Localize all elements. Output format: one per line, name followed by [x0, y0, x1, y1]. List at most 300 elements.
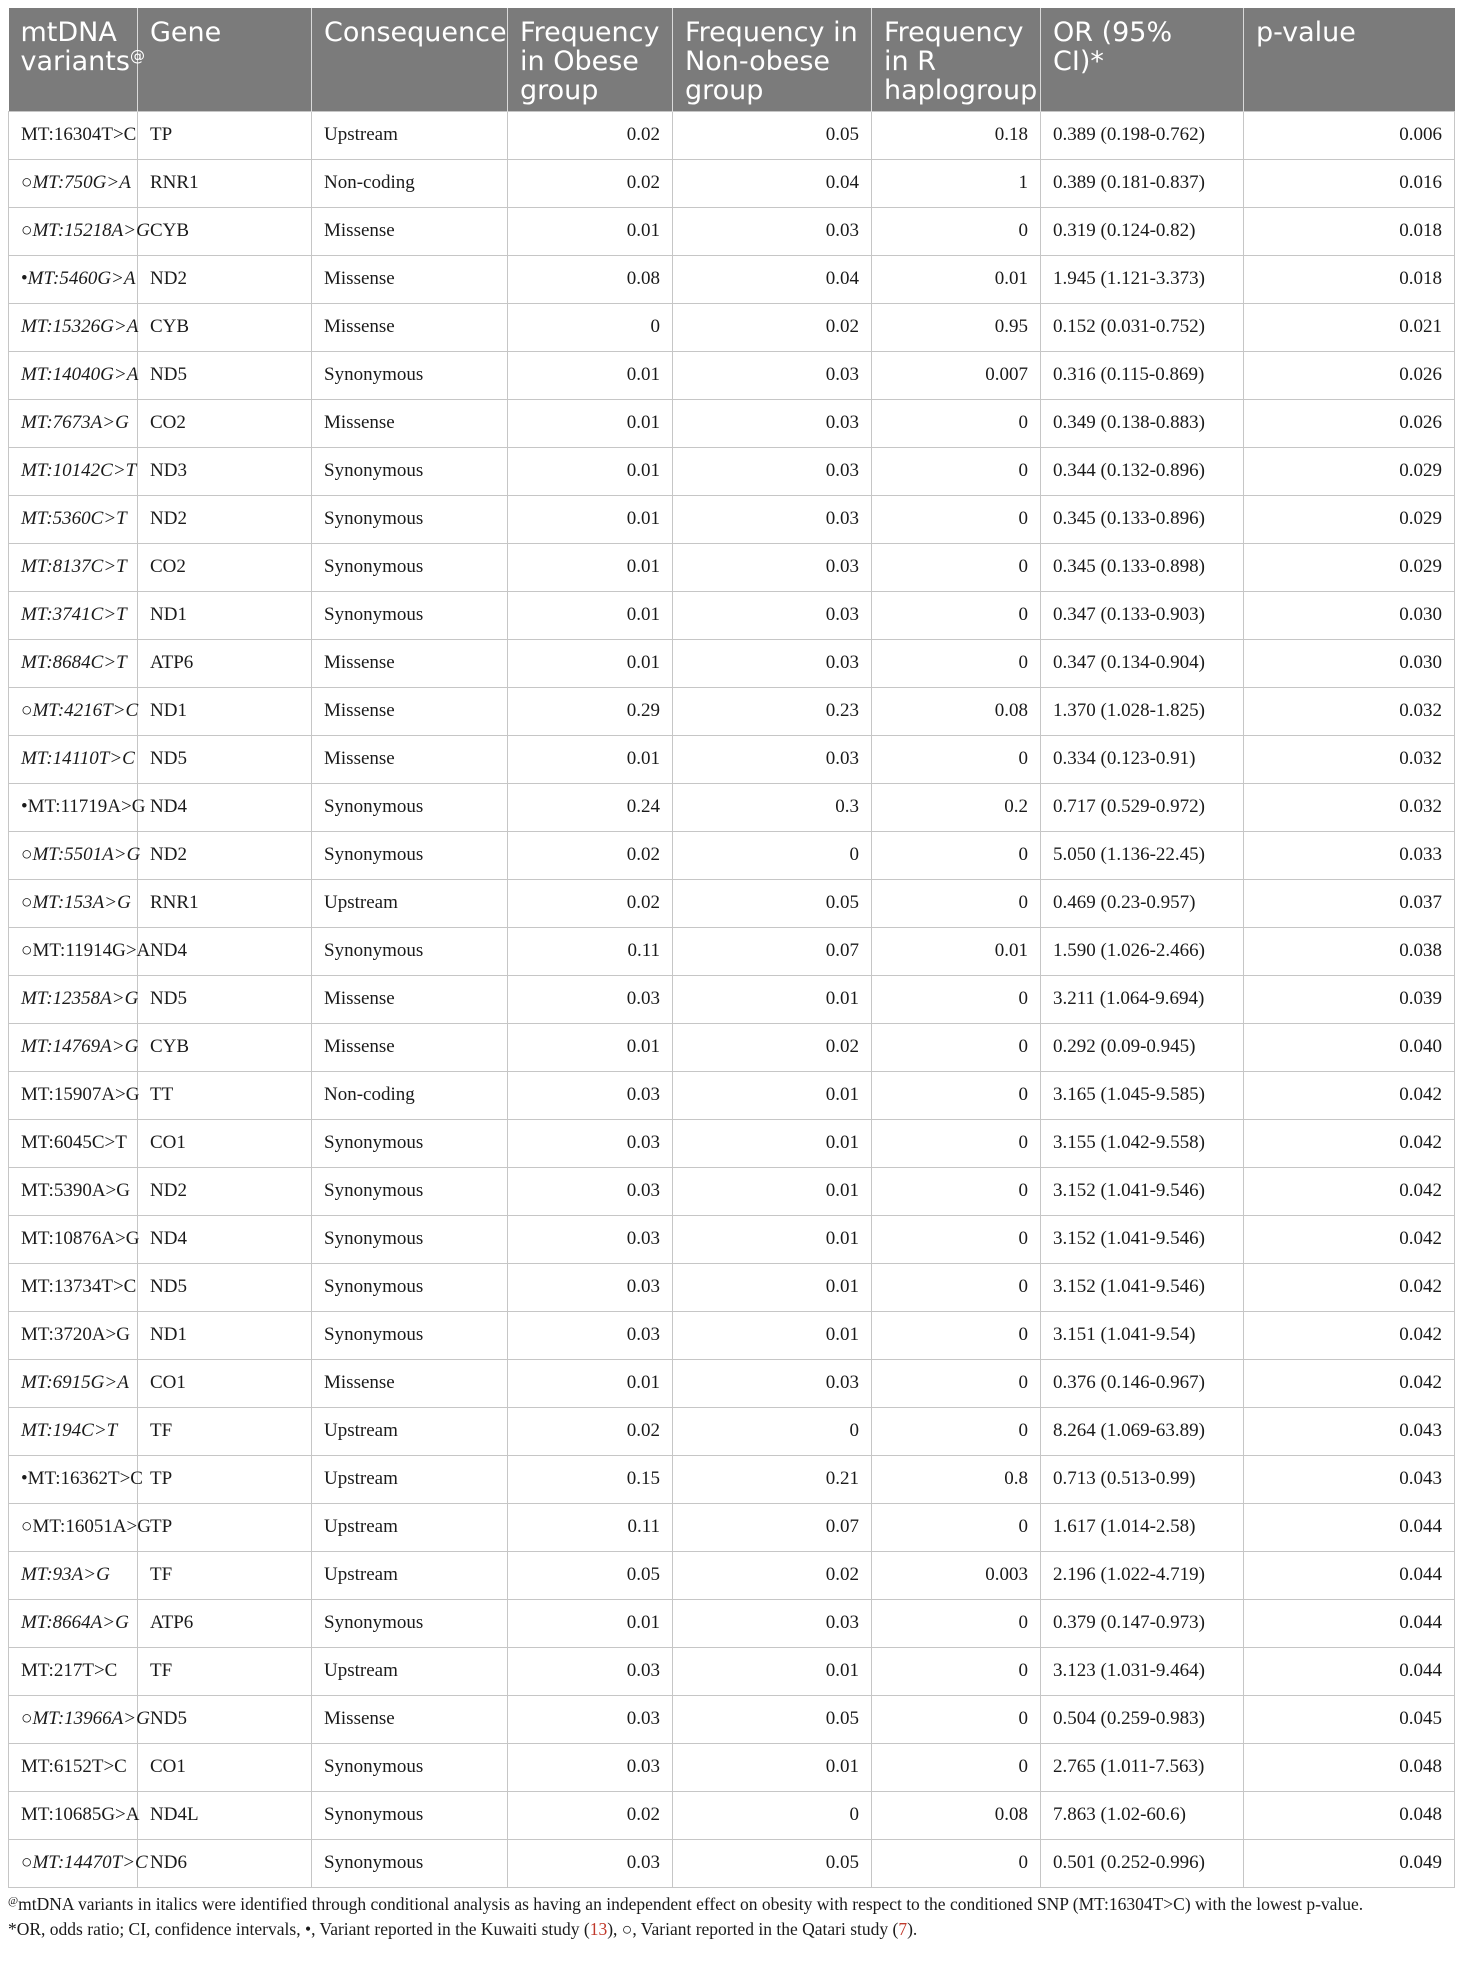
gene-cell: ND5	[138, 1263, 312, 1311]
pvalue-cell: 0.042	[1244, 1071, 1455, 1119]
consequence-cell: Synonymous	[312, 543, 508, 591]
table-row	[9, 1743, 1455, 1791]
variant-cell	[9, 1071, 138, 1119]
variant-cell	[9, 1647, 138, 1695]
freq-obese-cell: 0.24	[508, 783, 673, 831]
table-row	[9, 111, 1455, 159]
table-row	[9, 543, 1455, 591]
table-row	[9, 1551, 1455, 1599]
table-row	[9, 927, 1455, 975]
or-ci-cell: 0.292 (0.09-0.945)	[1041, 1023, 1244, 1071]
variant-name: MT:8684C>T	[21, 652, 127, 673]
variant-name: MT:217T>C	[21, 1660, 118, 1681]
pvalue-cell: 0.037	[1244, 879, 1455, 927]
gene-cell: RNR1	[138, 879, 312, 927]
consequence-cell: Synonymous	[312, 1311, 508, 1359]
gene-cell: TF	[138, 1551, 312, 1599]
pvalue-cell: 0.045	[1244, 1695, 1455, 1743]
table-body	[9, 111, 1455, 1887]
variant-name: MT:10876A>G	[21, 1228, 140, 1249]
freq-r-cell: 0	[872, 1695, 1041, 1743]
variant-cell	[9, 1215, 138, 1263]
freq-obese-cell: 0.03	[508, 1839, 673, 1887]
freq-nonobese-cell: 0.01	[673, 975, 872, 1023]
variant-name: MT:3720A>G	[21, 1324, 130, 1345]
consequence-cell: Synonymous	[312, 447, 508, 495]
pvalue-cell: 0.029	[1244, 543, 1455, 591]
table-row	[9, 1791, 1455, 1839]
pvalue-cell: 0.042	[1244, 1119, 1455, 1167]
consequence-cell: Synonymous	[312, 351, 508, 399]
table-row	[9, 495, 1455, 543]
freq-nonobese-cell: 0	[673, 831, 872, 879]
variant-cell	[9, 975, 138, 1023]
consequence-cell: Missense	[312, 399, 508, 447]
variant-name: MT:3741C>T	[21, 604, 127, 625]
consequence-cell: Synonymous	[312, 1743, 508, 1791]
freq-nonobese-cell: 0.01	[673, 1071, 872, 1119]
variant-name: MT:14110T>C	[21, 748, 135, 769]
variant-name: MT:16051A>G	[32, 1516, 151, 1537]
gene-cell: ND5	[138, 1695, 312, 1743]
freq-nonobese-cell: 0.21	[673, 1455, 872, 1503]
freq-obese-cell: 0.02	[508, 1791, 673, 1839]
freq-r-cell: 0	[872, 639, 1041, 687]
freq-obese-cell: 0.01	[508, 543, 673, 591]
variant-cell	[9, 255, 138, 303]
variant-cell	[9, 1743, 138, 1791]
variant-cell	[9, 639, 138, 687]
variant-cell	[9, 927, 151, 975]
table-row	[9, 399, 1455, 447]
pvalue-cell: 0.021	[1244, 303, 1455, 351]
pvalue-cell: 0.029	[1244, 447, 1455, 495]
freq-r-cell: 0	[872, 879, 1041, 927]
gene-cell: ATP6	[138, 1599, 312, 1647]
variant-name: MT:14040G>A	[21, 364, 139, 385]
table-row	[9, 1215, 1455, 1263]
variant-name: MT:16362T>C	[27, 1468, 143, 1489]
variant-cell	[9, 399, 138, 447]
gene-cell: CYB	[138, 1023, 312, 1071]
or-ci-cell: 0.376 (0.146-0.967)	[1041, 1359, 1244, 1407]
variant-name: MT:10685G>A	[21, 1804, 140, 1825]
qatari-study-marker: ○	[21, 844, 33, 865]
pvalue-cell: 0.049	[1244, 1839, 1455, 1887]
mtdna-variants-table	[8, 8, 1455, 1888]
variant-cell	[9, 1551, 138, 1599]
freq-r-cell: 0.95	[872, 303, 1041, 351]
or-ci-cell: 0.316 (0.115-0.869)	[1041, 351, 1244, 399]
variant-name: MT:5390A>G	[21, 1180, 130, 1201]
freq-nonobese-cell: 0	[673, 1407, 872, 1455]
pvalue-cell: 0.044	[1244, 1647, 1455, 1695]
consequence-cell: Upstream	[312, 1647, 508, 1695]
table-container	[8, 8, 1454, 1942]
consequence-cell: Missense	[312, 303, 508, 351]
variant-name: MT:6152T>C	[21, 1756, 127, 1777]
freq-obese-cell: 0.03	[508, 1071, 673, 1119]
consequence-cell: Synonymous	[312, 1215, 508, 1263]
freq-r-cell: 0.003	[872, 1551, 1041, 1599]
freq-obese-cell: 0.01	[508, 351, 673, 399]
freq-r-cell: 0	[872, 975, 1041, 1023]
pvalue-cell: 0.026	[1244, 351, 1455, 399]
reference-link-7[interactable]: 7	[898, 1918, 908, 1939]
table-row	[9, 879, 1455, 927]
variant-cell	[9, 735, 138, 783]
freq-r-cell: 0	[872, 1503, 1041, 1551]
freq-obese-cell: 0.01	[508, 1599, 673, 1647]
freq-obese-cell: 0.01	[508, 1023, 673, 1071]
table-row	[9, 1503, 1455, 1551]
table-row	[9, 255, 1455, 303]
variant-cell	[9, 1311, 138, 1359]
variant-cell	[9, 879, 138, 927]
variant-cell	[9, 1023, 138, 1071]
kuwaiti-study-marker: •	[21, 268, 28, 289]
gene-cell: ND1	[138, 1311, 312, 1359]
freq-obese-cell: 0.15	[508, 1455, 673, 1503]
table-row	[9, 687, 1455, 735]
table-row	[9, 1119, 1455, 1167]
or-ci-cell: 0.345 (0.133-0.896)	[1041, 495, 1244, 543]
variant-name: MT:93A>G	[21, 1564, 110, 1585]
variant-name: MT:14470T>C	[32, 1852, 148, 1873]
freq-nonobese-cell: 0.04	[673, 255, 872, 303]
freq-nonobese-cell: 0.03	[673, 639, 872, 687]
variant-name: MT:153A>G	[32, 892, 131, 913]
freq-r-cell: 0	[872, 1647, 1041, 1695]
variant-cell	[9, 111, 138, 159]
freq-r-cell: 0	[872, 207, 1041, 255]
or-ci-cell: 0.344 (0.132-0.896)	[1041, 447, 1244, 495]
or-ci-cell: 0.501 (0.252-0.996)	[1041, 1839, 1244, 1887]
freq-nonobese-cell: 0.02	[673, 1023, 872, 1071]
table-row	[9, 1359, 1455, 1407]
qatari-study-marker: ○	[21, 172, 33, 193]
variant-name: MT:15907A>G	[21, 1084, 140, 1105]
gene-cell: ND2	[138, 831, 312, 879]
pvalue-cell: 0.040	[1244, 1023, 1455, 1071]
header-freq-obese: Frequency in Obese group	[508, 8, 673, 111]
qatari-study-marker: ○	[21, 700, 33, 721]
freq-obese-cell: 0.02	[508, 111, 673, 159]
gene-cell: TF	[138, 1647, 312, 1695]
pvalue-cell: 0.042	[1244, 1263, 1455, 1311]
gene-cell: ND3	[138, 447, 312, 495]
freq-r-cell: 0	[872, 399, 1041, 447]
gene-cell: ND1	[138, 687, 312, 735]
consequence-cell: Missense	[312, 975, 508, 1023]
variant-cell	[9, 1119, 138, 1167]
consequence-cell: Upstream	[312, 1407, 508, 1455]
qatari-study-marker: ○	[21, 1708, 33, 1729]
variant-name: MT:16304T>C	[21, 124, 137, 145]
freq-nonobese-cell: 0.03	[673, 399, 872, 447]
header-freq-r: Frequency in R haplogroup	[872, 8, 1041, 111]
freq-r-cell: 0	[872, 1311, 1041, 1359]
freq-nonobese-cell: 0.03	[673, 591, 872, 639]
or-ci-cell: 1.945 (1.121-3.373)	[1041, 255, 1244, 303]
freq-nonobese-cell: 0.05	[673, 879, 872, 927]
freq-obese-cell: 0.01	[508, 591, 673, 639]
freq-obese-cell: 0.03	[508, 975, 673, 1023]
pvalue-cell: 0.042	[1244, 1167, 1455, 1215]
or-ci-cell: 3.123 (1.031-9.464)	[1041, 1647, 1244, 1695]
qatari-study-marker: ○	[21, 892, 33, 913]
gene-cell: CO1	[138, 1743, 312, 1791]
freq-obese-cell: 0.03	[508, 1119, 673, 1167]
header-consequence: Consequence	[312, 8, 508, 111]
reference-link-13[interactable]: 13	[589, 1918, 608, 1939]
freq-obese-cell: 0.02	[508, 159, 673, 207]
or-ci-cell: 0.504 (0.259-0.983)	[1041, 1695, 1244, 1743]
gene-cell: ND2	[138, 495, 312, 543]
freq-nonobese-cell: 0.03	[673, 207, 872, 255]
variant-name: MT:10142C>T	[21, 460, 137, 481]
freq-nonobese-cell: 0.05	[673, 111, 872, 159]
freq-obese-cell: 0.01	[508, 447, 673, 495]
or-ci-cell: 0.389 (0.198-0.762)	[1041, 111, 1244, 159]
gene-cell: CO1	[138, 1119, 312, 1167]
variant-name: MT:12358A>G	[21, 988, 139, 1009]
freq-nonobese-cell: 0.04	[673, 159, 872, 207]
variant-name: MT:7673A>G	[21, 412, 129, 433]
freq-obese-cell: 0.03	[508, 1311, 673, 1359]
pvalue-cell: 0.032	[1244, 783, 1455, 831]
variant-cell	[9, 1167, 138, 1215]
gene-cell: ND4	[138, 1215, 312, 1263]
pvalue-cell: 0.018	[1244, 255, 1455, 303]
freq-nonobese-cell: 0.01	[673, 1743, 872, 1791]
variant-name: MT:13966A>G	[32, 1708, 150, 1729]
or-ci-cell: 3.151 (1.041-9.54)	[1041, 1311, 1244, 1359]
freq-obese-cell: 0.01	[508, 735, 673, 783]
or-ci-cell: 0.334 (0.123-0.91)	[1041, 735, 1244, 783]
consequence-cell: Synonymous	[312, 1791, 508, 1839]
gene-cell: CO1	[138, 1359, 312, 1407]
freq-r-cell: 0	[872, 1839, 1041, 1887]
pvalue-cell: 0.032	[1244, 687, 1455, 735]
header-or-ci: OR (95% CI)*	[1041, 8, 1244, 111]
freq-r-cell: 0.08	[872, 1791, 1041, 1839]
freq-obese-cell: 0.05	[508, 1551, 673, 1599]
table-row	[9, 639, 1455, 687]
or-ci-cell: 1.590 (1.026-2.466)	[1041, 927, 1244, 975]
table-row	[9, 207, 1455, 255]
freq-nonobese-cell: 0	[673, 1791, 872, 1839]
consequence-cell: Missense	[312, 639, 508, 687]
table-row	[9, 1311, 1455, 1359]
variant-cell	[9, 543, 138, 591]
variant-cell	[9, 303, 138, 351]
freq-r-cell: 0	[872, 495, 1041, 543]
freq-obese-cell: 0.02	[508, 831, 673, 879]
freq-nonobese-cell: 0.23	[673, 687, 872, 735]
freq-r-cell: 0	[872, 1743, 1041, 1791]
variant-name: MT:13734T>C	[21, 1276, 137, 1297]
freq-r-cell: 0	[872, 447, 1041, 495]
consequence-cell: Missense	[312, 1023, 508, 1071]
qatari-study-marker: ○	[21, 220, 33, 241]
pvalue-cell: 0.033	[1244, 831, 1455, 879]
gene-cell: ND4L	[138, 1791, 312, 1839]
consequence-cell: Missense	[312, 1359, 508, 1407]
freq-r-cell: 1	[872, 159, 1041, 207]
gene-cell: ND4	[138, 927, 312, 975]
gene-cell: TT	[138, 1071, 312, 1119]
or-ci-cell: 0.717 (0.529-0.972)	[1041, 783, 1244, 831]
table-row	[9, 831, 1455, 879]
variant-name: MT:11719A>G	[27, 796, 146, 817]
freq-r-cell: 0.18	[872, 111, 1041, 159]
freq-nonobese-cell: 0.01	[673, 1167, 872, 1215]
freq-nonobese-cell: 0.02	[673, 303, 872, 351]
freq-nonobese-cell: 0.03	[673, 1599, 872, 1647]
kuwaiti-study-marker: •	[21, 796, 28, 817]
gene-cell: TP	[138, 1455, 312, 1503]
freq-nonobese-cell: 0.05	[673, 1695, 872, 1743]
freq-nonobese-cell: 0.01	[673, 1263, 872, 1311]
freq-obese-cell: 0.03	[508, 1167, 673, 1215]
variant-cell	[9, 207, 150, 255]
pvalue-cell: 0.026	[1244, 399, 1455, 447]
variant-cell	[9, 159, 138, 207]
freq-r-cell: 0	[872, 1119, 1041, 1167]
variant-cell	[9, 495, 138, 543]
freq-obese-cell: 0.01	[508, 639, 673, 687]
pvalue-cell: 0.032	[1244, 735, 1455, 783]
consequence-cell: Synonymous	[312, 831, 508, 879]
freq-obese-cell: 0.01	[508, 399, 673, 447]
or-ci-cell: 7.863 (1.02-60.6)	[1041, 1791, 1244, 1839]
variant-name: MT:5360C>T	[21, 508, 127, 529]
consequence-cell: Synonymous	[312, 927, 508, 975]
consequence-cell: Missense	[312, 255, 508, 303]
or-ci-cell: 3.155 (1.042-9.558)	[1041, 1119, 1244, 1167]
gene-cell: RNR1	[138, 159, 312, 207]
or-ci-cell: 1.617 (1.014-2.58)	[1041, 1503, 1244, 1551]
gene-cell: CO2	[138, 543, 312, 591]
variant-cell	[9, 591, 138, 639]
qatari-study-marker: ○	[21, 1516, 33, 1537]
consequence-cell: Upstream	[312, 879, 508, 927]
gene-cell: ND4	[138, 783, 312, 831]
variant-cell	[9, 783, 146, 831]
pvalue-cell: 0.043	[1244, 1407, 1455, 1455]
freq-obese-cell: 0.08	[508, 255, 673, 303]
variant-name: MT:750G>A	[32, 172, 131, 193]
table-row	[9, 735, 1455, 783]
freq-r-cell: 0	[872, 591, 1041, 639]
or-ci-cell: 0.349 (0.138-0.883)	[1041, 399, 1244, 447]
variant-cell	[9, 687, 138, 735]
table-row	[9, 1839, 1455, 1887]
pvalue-cell: 0.042	[1244, 1359, 1455, 1407]
footnote-abbreviations: *OR, odds ratio; CI, confidence intervals, •, Variant reported in the Kuwaiti study (13), ○, Variant reported in the Qatari study (7).	[8, 1918, 918, 1939]
variant-name: MT:194C>T	[21, 1420, 118, 1441]
or-ci-cell: 0.379 (0.147-0.973)	[1041, 1599, 1244, 1647]
table-row	[9, 1263, 1455, 1311]
or-ci-cell: 0.389 (0.181-0.837)	[1041, 159, 1244, 207]
table-row	[9, 1695, 1455, 1743]
freq-nonobese-cell: 0.03	[673, 351, 872, 399]
consequence-cell: Upstream	[312, 111, 508, 159]
or-ci-cell: 0.345 (0.133-0.898)	[1041, 543, 1244, 591]
pvalue-cell: 0.042	[1244, 1215, 1455, 1263]
freq-nonobese-cell: 0.3	[673, 783, 872, 831]
variant-cell	[9, 1839, 148, 1887]
consequence-cell: Synonymous	[312, 1599, 508, 1647]
table-row	[9, 351, 1455, 399]
freq-r-cell: 0	[872, 1599, 1041, 1647]
freq-obese-cell: 0.03	[508, 1263, 673, 1311]
freq-nonobese-cell: 0.03	[673, 735, 872, 783]
freq-obese-cell: 0.02	[508, 1407, 673, 1455]
freq-obese-cell: 0.01	[508, 1359, 673, 1407]
freq-obese-cell: 0.03	[508, 1647, 673, 1695]
gene-cell: TP	[138, 111, 312, 159]
freq-r-cell: 0.01	[872, 255, 1041, 303]
or-ci-cell: 8.264 (1.069-63.89)	[1041, 1407, 1244, 1455]
freq-r-cell: 0.2	[872, 783, 1041, 831]
variant-name: MT:15218A>G	[32, 220, 150, 241]
freq-r-cell: 0	[872, 735, 1041, 783]
table-row	[9, 303, 1455, 351]
consequence-cell: Upstream	[312, 1455, 508, 1503]
freq-nonobese-cell: 0.03	[673, 543, 872, 591]
variant-cell	[9, 1455, 143, 1503]
variant-cell	[9, 1599, 138, 1647]
gene-cell: CO2	[138, 399, 312, 447]
variant-cell	[9, 1359, 138, 1407]
table-row	[9, 1167, 1455, 1215]
freq-obese-cell: 0.01	[508, 495, 673, 543]
table-row	[9, 1599, 1455, 1647]
pvalue-cell: 0.030	[1244, 639, 1455, 687]
table-row	[9, 1407, 1455, 1455]
table-row	[9, 1647, 1455, 1695]
header-variant: mtDNA variants@	[9, 8, 138, 111]
pvalue-cell: 0.016	[1244, 159, 1455, 207]
variant-cell	[9, 1407, 138, 1455]
gene-cell: ND5	[138, 975, 312, 1023]
freq-r-cell: 0.007	[872, 351, 1041, 399]
consequence-cell: Upstream	[312, 1503, 508, 1551]
consequence-cell: Synonymous	[312, 495, 508, 543]
pvalue-cell: 0.048	[1244, 1791, 1455, 1839]
freq-nonobese-cell: 0.07	[673, 1503, 872, 1551]
freq-nonobese-cell: 0.03	[673, 1359, 872, 1407]
consequence-cell: Synonymous	[312, 1839, 508, 1887]
table-row	[9, 1023, 1455, 1071]
freq-obese-cell: 0.03	[508, 1695, 673, 1743]
qatari-study-marker: ○	[21, 1852, 33, 1873]
or-ci-cell: 0.152 (0.031-0.752)	[1041, 303, 1244, 351]
or-ci-cell: 2.196 (1.022-4.719)	[1041, 1551, 1244, 1599]
pvalue-cell: 0.018	[1244, 207, 1455, 255]
gene-cell: ND2	[138, 1167, 312, 1215]
freq-r-cell: 0	[872, 1167, 1041, 1215]
table-row	[9, 159, 1455, 207]
variant-cell	[9, 351, 138, 399]
or-ci-cell: 3.152 (1.041-9.546)	[1041, 1263, 1244, 1311]
freq-r-cell: 0	[872, 1359, 1041, 1407]
kuwaiti-study-marker: •	[21, 1468, 28, 1489]
header-freq-nonobese: Frequency in Non-obese group	[673, 8, 872, 111]
freq-r-cell: 0.01	[872, 927, 1041, 975]
